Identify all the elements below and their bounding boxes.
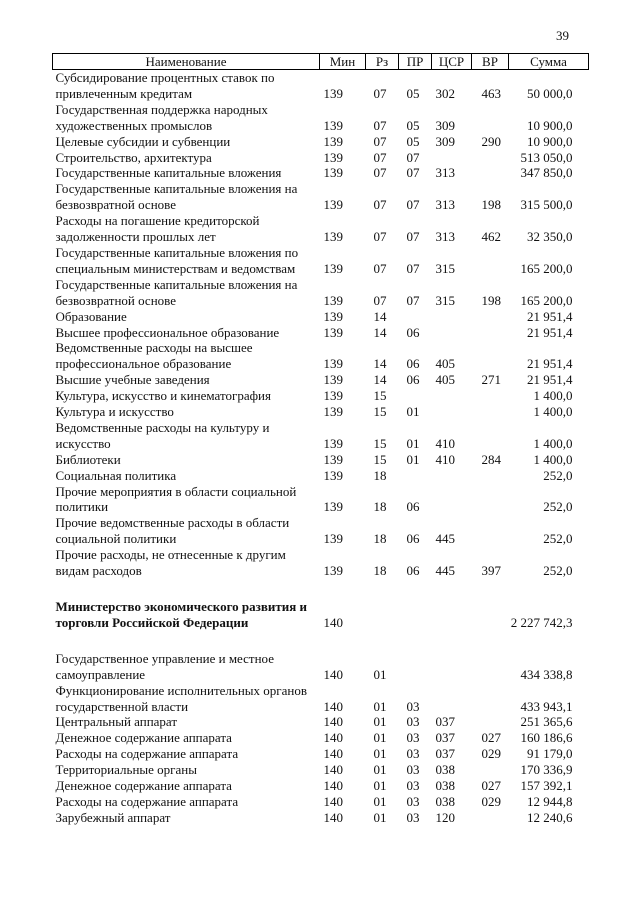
cell-vr	[472, 388, 509, 404]
table-row	[53, 683, 589, 715]
cell-vr	[472, 468, 509, 484]
table-body	[53, 70, 589, 826]
cell-rz: 01	[373, 778, 387, 794]
table-row	[53, 165, 589, 181]
table-row	[53, 420, 589, 452]
cell-vr	[472, 810, 509, 826]
cell-sum: 251 365,6	[520, 714, 573, 730]
cell-rz: 15	[373, 388, 387, 404]
cell-min: 139	[323, 229, 343, 245]
cell-csr	[432, 651, 472, 683]
cell-vr	[472, 102, 509, 134]
cell-min: 140	[323, 778, 343, 794]
cell-sum: 157 392,1	[520, 778, 573, 794]
cell-csr: 038	[435, 793, 455, 809]
cell-name: Ведомственные расходы на высшее профессиональное образование	[55, 340, 253, 372]
cell-csr: 313	[435, 229, 455, 245]
cell-pr: 06	[406, 372, 420, 388]
cell-min: 139	[323, 117, 343, 133]
cell-sum: 252,0	[543, 467, 573, 483]
table-header	[53, 54, 589, 70]
header-name: Наименование	[53, 54, 320, 70]
cell-min: 139	[323, 260, 343, 276]
cell-csr	[432, 150, 472, 166]
table-row	[53, 468, 589, 484]
cell-csr: 405	[435, 372, 455, 388]
cell-rz: 01	[373, 793, 387, 809]
cell-pr: 07	[406, 260, 420, 276]
cell-csr: 313	[435, 165, 455, 181]
cell-name: Прочие ведомственные расходы в области социальной политики	[55, 515, 290, 547]
cell-rz: 15	[373, 451, 387, 467]
cell-min: 140	[323, 793, 343, 809]
cell-pr: 06	[406, 531, 420, 547]
cell-pr: 07	[406, 149, 420, 165]
cell-rz: 07	[373, 197, 387, 213]
cell-rz: 07	[373, 85, 387, 101]
cell-name: Библиотеки	[55, 451, 121, 467]
cell-sum: 347 850,0	[520, 165, 573, 181]
cell-vr: 027	[481, 730, 501, 746]
cell-sum: 434 338,8	[520, 666, 573, 682]
cell-rz: 15	[373, 435, 387, 451]
cell-name: Прочие мероприятия в области социальной политики	[55, 483, 297, 515]
cell-sum: 10 900,0	[527, 117, 573, 133]
table-row	[53, 181, 589, 213]
cell-min: 139	[323, 499, 343, 515]
cell-name: Целевые субсидии и субвенции	[55, 133, 231, 149]
cell-pr: 01	[406, 435, 420, 451]
cell-pr: 07	[406, 197, 420, 213]
cell-vr	[472, 762, 509, 778]
cell-name: Образование	[55, 308, 127, 324]
table-row	[53, 150, 589, 166]
cell-name: Государственное управление и местное самоуправление	[55, 650, 274, 682]
header-rz: Рз	[366, 54, 399, 70]
cell-rz: 01	[373, 730, 387, 746]
cell-sum: 91 179,0	[527, 746, 573, 762]
cell-rz: 18	[373, 563, 387, 579]
cell-sum: 1 400,0	[533, 388, 573, 404]
cell-name: Прочие расходы, не отнесенные к другим видам расходов	[55, 547, 286, 579]
cell-name: Центральный аппарат	[55, 714, 178, 730]
table-row	[53, 730, 589, 746]
cell-vr	[472, 309, 509, 325]
cell-vr	[472, 599, 509, 631]
cell-pr	[399, 388, 432, 404]
header-min: Мин	[320, 54, 366, 70]
cell-sum: 21 951,4	[527, 308, 573, 324]
cell-vr: 462	[481, 229, 501, 245]
cell-vr	[472, 165, 509, 181]
cell-min: 139	[323, 308, 343, 324]
cell-pr: 07	[406, 292, 420, 308]
cell-pr: 03	[406, 778, 420, 794]
cell-csr: 038	[435, 778, 455, 794]
cell-csr	[432, 468, 472, 484]
cell-sum: 10 900,0	[527, 133, 573, 149]
cell-name: Денежное содержание аппарата	[55, 730, 232, 746]
cell-name: Высшее профессиональное образование	[55, 324, 280, 340]
cell-vr: 198	[481, 292, 501, 308]
budget-table	[52, 53, 589, 826]
cell-csr: 038	[435, 762, 455, 778]
cell-sum: 21 951,4	[527, 356, 573, 372]
table-row	[53, 515, 589, 547]
cell-min: 139	[323, 563, 343, 579]
cell-sum: 21 951,4	[527, 372, 573, 388]
cell-min: 139	[323, 404, 343, 420]
cell-pr: 05	[406, 133, 420, 149]
cell-sum: 12 944,8	[527, 793, 573, 809]
cell-rz: 07	[373, 149, 387, 165]
cell-name: Расходы на погашение кредиторской задолженности прошлых лет	[55, 213, 260, 245]
cell-rz: 18	[373, 467, 387, 483]
cell-name: Зарубежный аппарат	[55, 809, 171, 825]
cell-pr: 03	[406, 762, 420, 778]
table-row	[53, 762, 589, 778]
cell-name: Государственные капитальные вложения по специальным министерствам и ведомствам	[55, 244, 299, 276]
cell-csr: 410	[435, 451, 455, 467]
cell-csr: 037	[435, 746, 455, 762]
cell-name: Государственные капитальные вложения на безвозвратной основе	[55, 276, 298, 308]
cell-name: Ведомственные расходы на культуру и искусство	[55, 419, 270, 451]
cell-csr	[432, 325, 472, 341]
cell-vr	[472, 683, 509, 715]
spacer-row	[53, 631, 589, 651]
cell-pr: 01	[406, 404, 420, 420]
cell-pr: 03	[406, 793, 420, 809]
cell-name: Функционирование исполнительных органов государственной власти	[55, 682, 307, 714]
cell-sum: 32 350,0	[527, 229, 573, 245]
cell-vr: 029	[481, 746, 501, 762]
cell-rz: 14	[373, 372, 387, 388]
cell-min: 139	[323, 85, 343, 101]
cell-pr	[399, 651, 432, 683]
cell-csr	[432, 683, 472, 715]
cell-name: Культура и искусство	[55, 404, 174, 420]
cell-csr	[432, 484, 472, 516]
cell-name: Министерство экономического развития и торговли Российской Федерации	[55, 599, 308, 630]
cell-pr: 03	[406, 714, 420, 730]
cell-vr: 290	[481, 133, 501, 149]
cell-rz: 07	[373, 292, 387, 308]
cell-vr: 271	[481, 372, 501, 388]
cell-sum: 50 000,0	[527, 85, 573, 101]
header-row	[53, 54, 589, 70]
cell-csr: 309	[435, 133, 455, 149]
cell-pr: 07	[406, 165, 420, 181]
cell-pr: 03	[406, 746, 420, 762]
cell-pr: 03	[406, 730, 420, 746]
table-row	[53, 452, 589, 468]
page-number: 39	[556, 28, 569, 43]
cell-vr: 198	[481, 197, 501, 213]
cell-min: 140	[323, 714, 343, 730]
cell-sum: 1 400,0	[533, 451, 573, 467]
cell-sum: 160 186,6	[520, 730, 573, 746]
cell-sum: 513 050,0	[520, 149, 573, 165]
cell-sum: 12 240,6	[527, 809, 573, 825]
cell-csr: 120	[435, 809, 455, 825]
cell-pr: 01	[406, 451, 420, 467]
cell-rz: 07	[373, 260, 387, 276]
cell-rz: 07	[373, 229, 387, 245]
cell-rz: 01	[373, 762, 387, 778]
cell-vr: 029	[481, 793, 501, 809]
table-row	[53, 372, 589, 388]
cell-min: 139	[323, 451, 343, 467]
cell-name: Субсидирование процентных ставок по привлеченным кредитам	[55, 70, 275, 101]
table-row	[53, 547, 589, 579]
table-row	[53, 651, 589, 683]
cell-rz: 01	[373, 809, 387, 825]
cell-sum: 315 500,0	[520, 197, 573, 213]
cell-pr: 05	[406, 85, 420, 101]
cell-pr: 07	[406, 229, 420, 245]
cell-rz: 18	[373, 499, 387, 515]
cell-rz	[366, 599, 399, 631]
cell-sum: 165 200,0	[520, 260, 573, 276]
cell-vr	[472, 150, 509, 166]
cell-min: 139	[323, 356, 343, 372]
cell-rz: 01	[373, 666, 387, 682]
cell-min: 139	[323, 388, 343, 404]
cell-rz: 14	[373, 308, 387, 324]
cell-sum: 165 200,0	[520, 292, 573, 308]
spacer-row	[53, 579, 589, 599]
cell-pr: 03	[406, 809, 420, 825]
cell-vr	[472, 515, 509, 547]
cell-min: 140	[323, 666, 343, 682]
cell-csr: 315	[435, 292, 455, 308]
cell-min: 139	[323, 372, 343, 388]
cell-name: Государственная поддержка народных художественных промыслов	[55, 101, 268, 133]
spacer-cell	[53, 579, 589, 599]
cell-rz: 01	[373, 698, 387, 714]
table-row	[53, 484, 589, 516]
cell-pr	[399, 468, 432, 484]
cell-csr: 309	[435, 117, 455, 133]
cell-min: 139	[323, 435, 343, 451]
table-row	[53, 309, 589, 325]
table-row	[53, 102, 589, 134]
cell-pr: 06	[406, 499, 420, 515]
cell-min: 140	[323, 730, 343, 746]
table-row	[53, 70, 589, 102]
cell-min: 140	[323, 809, 343, 825]
table-row	[53, 599, 589, 631]
header-csr: ЦСР	[432, 54, 472, 70]
cell-csr: 302	[435, 85, 455, 101]
cell-csr: 445	[435, 531, 455, 547]
cell-vr	[472, 245, 509, 277]
cell-rz: 01	[373, 714, 387, 730]
cell-min: 139	[323, 133, 343, 149]
cell-sum: 1 400,0	[533, 404, 573, 420]
table-row	[53, 810, 589, 826]
cell-csr: 037	[435, 714, 455, 730]
cell-csr	[432, 404, 472, 420]
cell-vr: 397	[481, 563, 501, 579]
cell-rz: 07	[373, 165, 387, 181]
cell-pr: 06	[406, 324, 420, 340]
table-row	[53, 134, 589, 150]
cell-name: Расходы на содержание аппарата	[55, 793, 239, 809]
cell-rz: 14	[373, 324, 387, 340]
cell-pr: 06	[406, 356, 420, 372]
table-row	[53, 245, 589, 277]
spacer-cell	[53, 631, 589, 651]
cell-vr: 463	[481, 85, 501, 101]
cell-rz: 18	[373, 531, 387, 547]
cell-vr	[472, 340, 509, 372]
table-row	[53, 388, 589, 404]
cell-csr: 313	[435, 197, 455, 213]
table-row	[53, 340, 589, 372]
cell-min: 140	[323, 614, 343, 630]
table-row	[53, 746, 589, 762]
cell-min: 139	[323, 165, 343, 181]
cell-name: Государственные капитальные вложения на безвозвратной основе	[55, 181, 298, 213]
cell-name: Расходы на содержание аппарата	[55, 746, 239, 762]
cell-sum: 433 943,1	[520, 698, 573, 714]
cell-sum: 252,0	[543, 531, 573, 547]
cell-vr: 284	[481, 451, 501, 467]
cell-csr	[432, 388, 472, 404]
cell-min: 140	[323, 698, 343, 714]
table-row	[53, 277, 589, 309]
cell-vr	[472, 325, 509, 341]
cell-min: 139	[323, 292, 343, 308]
cell-vr: 027	[481, 778, 501, 794]
cell-rz: 07	[373, 117, 387, 133]
cell-min: 139	[323, 467, 343, 483]
cell-csr: 445	[435, 563, 455, 579]
cell-name: Государственные капитальные вложения	[55, 165, 282, 181]
cell-csr: 410	[435, 435, 455, 451]
cell-name: Культура, искусство и кинематография	[55, 388, 271, 404]
cell-rz: 14	[373, 356, 387, 372]
table-row	[53, 778, 589, 794]
table-row	[53, 794, 589, 810]
cell-name: Строительство, архитектура	[55, 149, 212, 165]
cell-vr	[472, 651, 509, 683]
cell-min: 139	[323, 149, 343, 165]
cell-min: 139	[323, 531, 343, 547]
cell-rz: 15	[373, 404, 387, 420]
cell-pr	[399, 309, 432, 325]
cell-min: 140	[323, 762, 343, 778]
cell-vr	[472, 404, 509, 420]
cell-min: 139	[323, 197, 343, 213]
cell-name: Высшие учебные заведения	[55, 372, 210, 388]
cell-csr: 405	[435, 356, 455, 372]
table-row	[53, 714, 589, 730]
table-row	[53, 404, 589, 420]
cell-pr	[399, 599, 432, 631]
cell-rz: 01	[373, 746, 387, 762]
cell-name: Территориальные органы	[55, 762, 197, 778]
cell-sum: 21 951,4	[527, 324, 573, 340]
cell-pr: 03	[406, 698, 420, 714]
cell-name: Социальная политика	[55, 467, 177, 483]
header-sum: Сумма	[509, 54, 589, 70]
cell-sum: 170 336,9	[520, 762, 573, 778]
cell-sum: 1 400,0	[533, 435, 573, 451]
table-row	[53, 213, 589, 245]
cell-min: 139	[323, 324, 343, 340]
cell-min: 140	[323, 746, 343, 762]
header-vr: ВР	[472, 54, 509, 70]
cell-sum: 2 227 742,3	[510, 614, 573, 630]
cell-sum: 252,0	[543, 563, 573, 579]
cell-csr	[432, 309, 472, 325]
cell-csr: 037	[435, 730, 455, 746]
table-row	[53, 325, 589, 341]
cell-vr	[472, 714, 509, 730]
cell-vr	[472, 420, 509, 452]
header-pr: ПР	[399, 54, 432, 70]
cell-name: Денежное содержание аппарата	[55, 778, 232, 794]
cell-pr: 05	[406, 117, 420, 133]
cell-pr: 06	[406, 563, 420, 579]
cell-csr: 315	[435, 260, 455, 276]
cell-csr	[432, 599, 472, 631]
cell-vr	[472, 484, 509, 516]
cell-sum: 252,0	[543, 499, 573, 515]
cell-rz: 07	[373, 133, 387, 149]
